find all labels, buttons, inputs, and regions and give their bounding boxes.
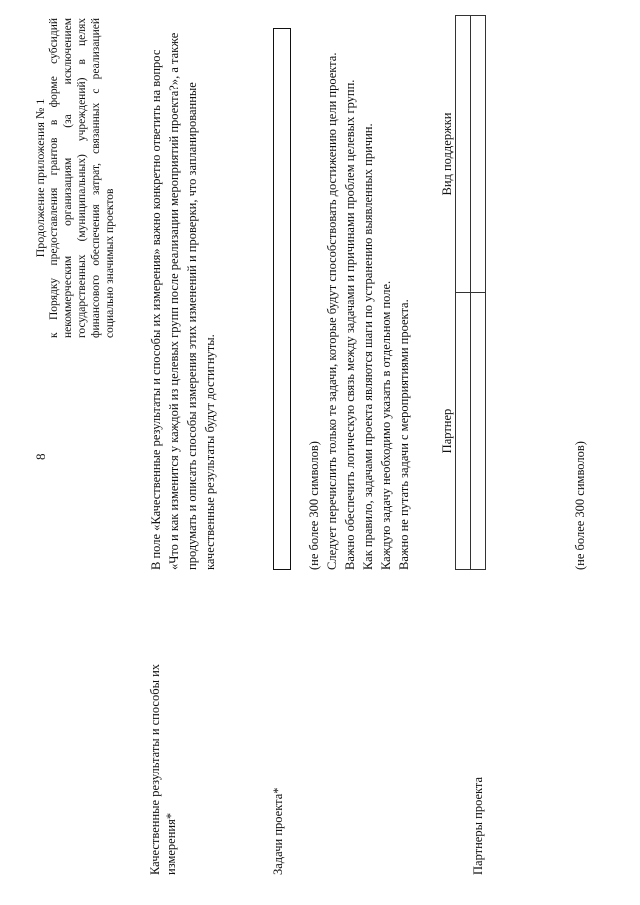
partners-label: Партнеры проекта: [471, 776, 485, 875]
page-number: 8: [33, 453, 48, 460]
tasks-note: Следует перечислить только те задачи, которые будут способствовать достижению цели проекта.: [325, 52, 339, 570]
tasks-note: Важно не путать задачи с мероприятиями проекта.: [397, 299, 411, 570]
support-cell[interactable]: [456, 16, 471, 293]
results-label: Качественные результаты и способы их измерения*: [148, 663, 178, 875]
tasks-note: Как правило, задачами проекта являются шаги по устранению выявленных причин.: [361, 123, 375, 570]
partner-cell[interactable]: [456, 293, 471, 570]
tasks-note: (не более 300 символов): [307, 441, 321, 570]
partners-column-partner: Партнер: [440, 293, 456, 570]
tasks-label: Задачи проекта*: [271, 787, 285, 875]
partners-table: [440, 15, 486, 570]
table-row: [456, 16, 471, 570]
partners-column-support: Вид поддержки: [440, 16, 456, 293]
tasks-note: Каждую задачу необходимо указать в отдельном поле.: [379, 280, 393, 570]
tasks-notes: [305, 25, 413, 570]
header-body: к Порядку предоставления грантов в форме субсидий некоммерческим организациям (за исключением государственных (муниципальных) учреждений) в целях финансового обеспечения затрат, связанных с реализацией социально значимых проектов: [48, 18, 116, 338]
tasks-input-box[interactable]: [273, 28, 291, 570]
results-description: В поле «Качественные результаты и способы их измерения» важно конкретно ответить на вопрос «Что и как изменится у каждой из целевых групп после реализации мероприятий проекта?», а также продумать и описать способы измерения этих изменений и проверки, что запланированные качественные результаты будут достигнуты.: [149, 32, 217, 570]
partners-note: (не более 300 символов): [573, 441, 587, 570]
header-title: Продолжение приложения № 1: [33, 98, 47, 258]
table-row: [471, 16, 486, 570]
document-page: [25, 15, 615, 885]
partner-cell[interactable]: [471, 293, 486, 570]
support-cell[interactable]: [471, 16, 486, 293]
tasks-note: Важно обеспечить логическую связь между задачами и причинами проблем целевых групп.: [343, 79, 357, 570]
